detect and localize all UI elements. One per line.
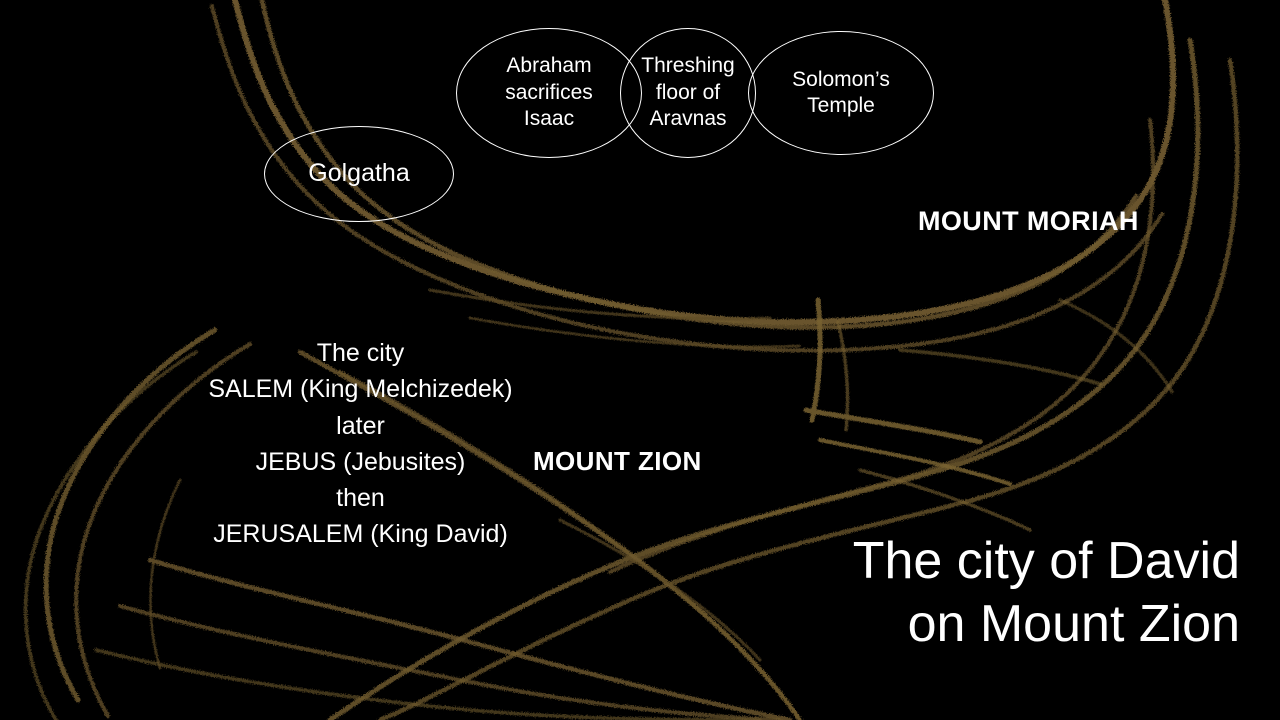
ellipse-threshing-label: Threshing floor of Aravnas (641, 54, 735, 131)
ellipse-abraham-label: Abraham sacrifices Isaac (505, 54, 593, 131)
ellipse-abraham-sacrifices-isaac (456, 28, 642, 158)
ellipse-solomons-temple (748, 31, 934, 155)
ellipse-threshing-floor-of-aravnas (620, 28, 756, 158)
label-mount-zion: MOUNT ZION (533, 446, 702, 476)
label-city-names: The city SALEM (King Melchizedek) later JEBUS (Jebusites) then JERUSALEM (King David) (208, 339, 513, 549)
ellipse-golgatha-label: Golgatha (308, 159, 410, 188)
slide-title: The city of David on Mount Zion (852, 532, 1240, 654)
ellipse-solomon-label: Solomon’s Temple (792, 67, 890, 117)
ellipse-golgatha (264, 126, 454, 222)
label-mount-moriah: MOUNT MORIAH (918, 206, 1139, 236)
